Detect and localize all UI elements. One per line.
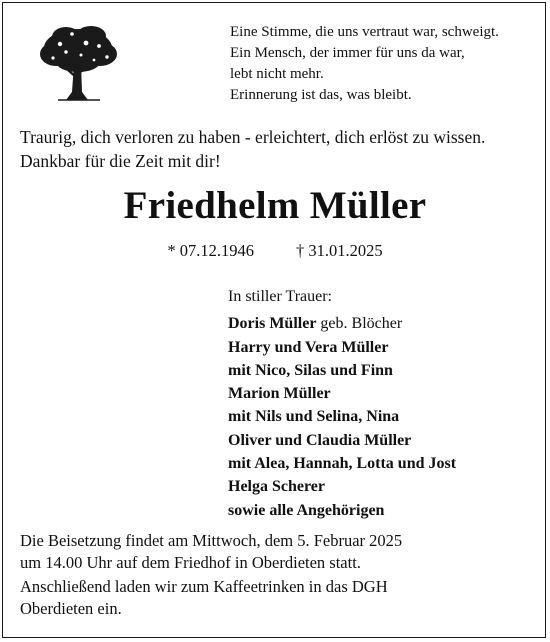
intro-line: Traurig, dich verloren zu haben - erleichtert, dich erlöst zu wissen. <box>20 127 486 147</box>
mourner-line: mit Nico, Silas und Finn <box>228 361 393 379</box>
funeral-line: um 14.00 Uhr auf dem Friedhof in Oberdieten statt. <box>20 552 361 572</box>
mourners-heading: In stiller Trauer: <box>228 288 332 305</box>
intro-text <box>20 125 485 173</box>
tree-icon <box>36 24 120 102</box>
mourner-name: Doris Müller <box>228 315 317 333</box>
coffee-line: Oberdieten ein. <box>20 598 122 618</box>
death-date: † 31.01.2025 <box>296 241 383 260</box>
verse-line: Ein Mensch, der immer für uns da war, <box>230 45 465 61</box>
funeral-line: Die Beisetzung findet am Mittwoch, dem 5. Februar 2025 <box>20 531 403 550</box>
memorial-verse <box>230 22 499 106</box>
mourner-line: Helga Scherer <box>228 478 326 496</box>
verse-line: Eine Stimme, die uns vertraut war, schweigt. <box>230 24 499 40</box>
deceased-name: Friedhelm Müller <box>123 184 427 227</box>
mourner-line <box>228 312 456 335</box>
mourner-line: mit Alea, Hannah, Lotta und Jost <box>228 455 457 473</box>
mourners-list <box>228 285 456 522</box>
life-dates <box>0 241 550 261</box>
mourner-line: Marion Müller <box>228 385 331 403</box>
mourner-line: sowie alle Angehörigen <box>228 501 385 519</box>
mourner-maiden-name: geb. Blöcher <box>316 315 403 333</box>
coffee-line: Anschließend laden wir zum Kaffeetrinken in das DGH <box>20 577 388 596</box>
mourner-line: mit Nils und Selina, Nina <box>228 408 400 426</box>
mourner-line: Harry und Vera Müller <box>228 338 389 356</box>
intro-line: Dankbar für die Zeit mit dir! <box>20 151 221 171</box>
verse-line: Erinnerung ist das, was bleibt. <box>230 87 412 103</box>
verse-line: lebt nicht mehr. <box>230 66 324 82</box>
birth-date: * 07.12.1946 <box>167 241 254 260</box>
funeral-details <box>20 530 402 619</box>
mourner-line: Oliver und Claudia Müller <box>228 431 412 449</box>
